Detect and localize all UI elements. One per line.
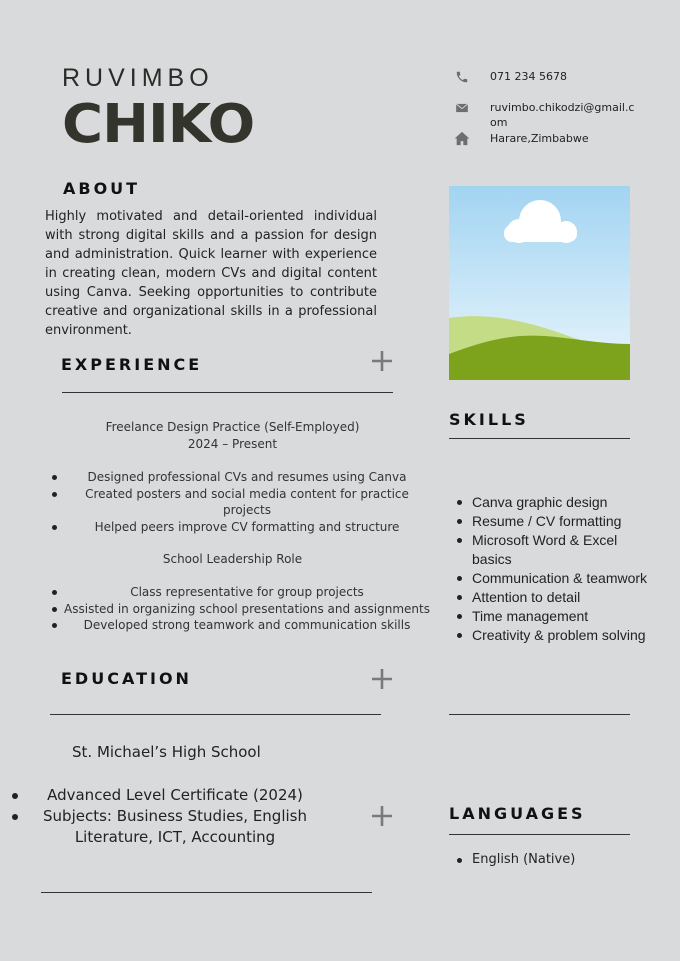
list-item: Assisted in organizing school presentations and assignments [52,601,432,618]
list-item: Advanced Level Certificate (2024) [5,785,345,806]
role-period: 2024 – Present [187,436,278,451]
experience-heading: EXPERIENCE [61,355,203,374]
plus-icon [372,669,392,689]
skills-bottom-divider [449,714,630,715]
languages-list [455,851,655,869]
experience-role-1-list [52,469,432,535]
phone-icon [455,70,469,84]
profile-photo-placeholder [449,186,630,380]
education-bottom-divider [41,892,372,893]
plus-icon [372,806,392,826]
first-name: RUVIMBO [62,64,214,92]
education-list [5,785,345,848]
skills-list [455,493,655,645]
list-item: Developed strong teamwork and communication skills [52,617,432,634]
role-title: School Leadership Role [162,552,303,566]
list-item: Attention to detail [455,588,655,607]
experience-role-1 [62,419,403,452]
envelope-icon [455,101,469,115]
list-item: Time management [455,607,655,626]
skills-divider [449,438,630,439]
phone-number: 071 234 5678 [490,70,567,83]
email-address: ruvimbo.chikodzi@gmail.com [490,101,635,129]
languages-divider [449,834,630,835]
skills-heading: SKILLS [449,410,529,429]
about-text: Highly motivated and detail-oriented individual with strong digital skills and a passion for design and administration. Quick learner with experience in creating clean, modern CVs and digital content using Canva. Seeking opportunities to contribute creative and organizational skills in a professional environment. [45,209,377,338]
address: Harare,Zimbabwe [490,132,589,145]
list-item: Creativity & problem solving [455,626,655,645]
last-name: CHIKO [62,93,255,156]
list-item: English (Native) [455,851,655,869]
list-item: Microsoft Word & Excel basics [455,531,655,569]
list-item: Helped peers improve CV formatting and structure [52,519,432,536]
list-item: Canva graphic design [455,493,655,512]
list-item: Class representative for group projects [52,584,432,601]
experience-divider [62,392,393,393]
list-item: Subjects: Business Studies, English Literature, ICT, Accounting [5,806,345,848]
about-heading: ABOUT [63,179,141,198]
list-item: Communication & teamwork [455,569,655,588]
education-divider [50,714,381,715]
list-item: Resume / CV formatting [455,512,655,531]
list-item: Created posters and social media content for practice projects [52,486,432,519]
education-heading: EDUCATION [61,669,192,688]
languages-heading: LANGUAGES [449,804,586,823]
image-placeholder [449,186,630,380]
role-title: Freelance Design Practice (Self-Employed) [105,420,360,434]
experience-role-2-list [52,584,432,634]
experience-role-2 [62,551,403,568]
list-item: Designed professional CVs and resumes using Canva [52,469,432,486]
school-name: St. Michael’s High School [72,743,261,761]
plus-icon [372,351,392,371]
home-icon [454,131,470,146]
